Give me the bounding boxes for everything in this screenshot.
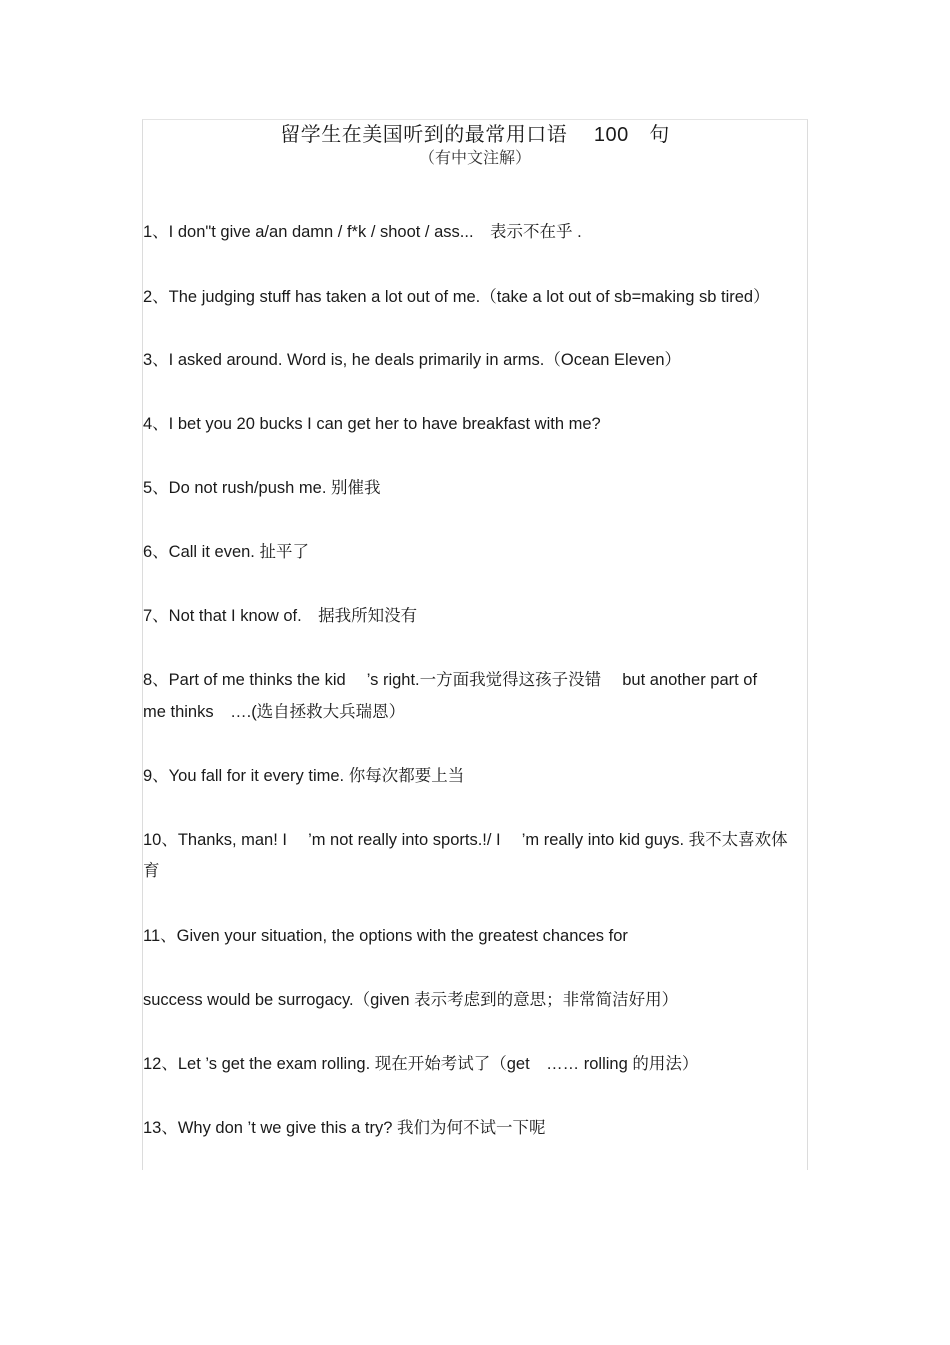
phrase-line-8: 8、Part of me thinks the kid ’s right.一方面我觉得这孩子没错 but another part of [143,671,758,689]
phrase-line-12: 12、Let ’s get the exam rolling. 现在开始考试了（get …… rolling 的用法） [143,1055,699,1073]
phrase-line-11: 11、Given your situation, the options with the greatest chances for [143,927,628,945]
phrase-line-9: 9、You fall for it every time. 你每次都要上当 [143,767,465,785]
phrase-line-7: 7、Not that I know of. 据我所知没有 [143,607,418,625]
phrase-line-2: 2、The judging stuff has taken a lot out of me.（take a lot out of sb=making sb tired） [143,288,770,306]
phrase-line-13: 13、Why don ’t we give this a try? 我们为何不试一下呢 [143,1119,546,1137]
phrase-line-6: 6、Call it even. 扯平了 [143,543,309,561]
phrase-line-8-cont: me thinks ….(选自拯救大兵瑞恩） [143,703,406,721]
phrase-line-1: 1、I don"t give a/an damn / f*k / shoot / ass... 表示不在乎 . [143,223,582,241]
phrase-line-3: 3、I asked around. Word is, he deals primarily in arms.（Ocean Eleven） [143,351,682,369]
document-title: 留学生在美国听到的最常用口语 100 句 [280,124,670,146]
page-frame [142,119,808,1170]
phrase-line-10-cont: 育 [143,862,160,880]
phrase-line-10: 10、Thanks, man! I ’m not really into sports.!/ I ’m really into kid guys. 我不太喜欢体 [143,831,788,849]
phrase-line-5: 5、Do not rush/push me. 别催我 [143,479,381,497]
phrase-line-4: 4、I bet you 20 bucks I can get her to have breakfast with me? [143,415,601,433]
phrase-line-11-cont: success would be surrogacy.（given 表示考虑到的意思；非常简洁好用） [143,991,679,1009]
document-subtitle: （有中文注解） [418,150,531,167]
